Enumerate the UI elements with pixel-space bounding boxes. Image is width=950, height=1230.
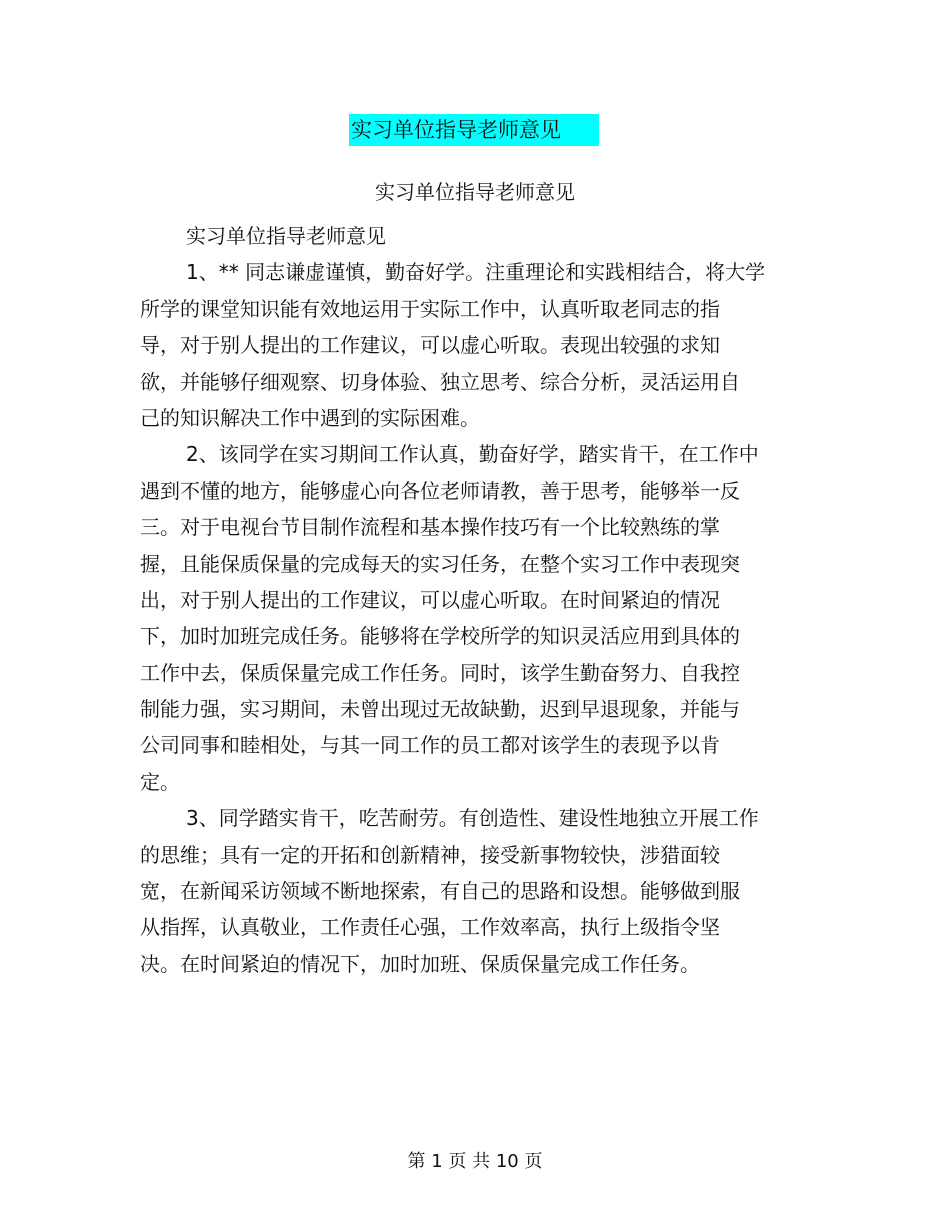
- document-body: [140, 218, 780, 982]
- section-heading: 实习单位指导老师意见: [186, 224, 386, 248]
- paragraph-2: [140, 436, 780, 800]
- page-footer: 第 1 页 共 10 页: [407, 1151, 543, 1172]
- paragraph-line: 工作中去，保质保量完成工作任务。同时，该学生勤奋努力、自我控: [140, 660, 740, 685]
- paragraph-line: 决。在时间紧迫的情况下，加时加班、保质保量完成工作任务。: [140, 951, 700, 976]
- paragraph-line: 欲，并能够仔细观察、切身体验、独立思考、综合分析，灵活运用自: [140, 369, 740, 394]
- paragraph-line: 制能力强，实习期间，未曾出现过无故缺勤，迟到早退现象，并能与: [140, 697, 740, 722]
- paragraph-line: 出，对于别人提出的工作建议，可以虚心听取。在时间紧迫的情况: [140, 587, 720, 612]
- paragraph-line: 的思维；具有一定的开拓和创新精神，接受新事物较快，涉猎面较: [140, 842, 720, 867]
- document-subtitle: 实习单位指导老师意见: [375, 180, 575, 204]
- paragraph-line: 宽，在新闻采访领域不断地探索，有自己的思路和设想。能够做到服: [140, 879, 740, 904]
- paragraph-line: 3、同学踏实肯干，吃苦耐劳。有创造性、建设性地独立开展工作: [186, 806, 759, 831]
- paragraph-line: 己的知识解决工作中遇到的实际困难。: [140, 405, 480, 430]
- paragraph-line: 握，且能保质保量的完成每天的实习任务，在整个实习工作中表现突: [140, 551, 740, 576]
- paragraph-line: 定。: [140, 769, 180, 794]
- paragraph-line: 下，加时加班完成任务。能够将在学校所学的知识灵活应用到具体的: [140, 624, 740, 649]
- paragraph-line: 1、** 同志谦虚谨慎，勤奋好学。注重理论和实践相结合，将大学: [186, 260, 766, 285]
- paragraph-line: 公司同事和睦相处，与其一同工作的员工都对该学生的表现予以肯: [140, 733, 720, 758]
- paragraph-1: [140, 254, 780, 436]
- paragraph-3: [140, 800, 780, 982]
- paragraph-line: 导，对于别人提出的工作建议，可以虚心听取。表现出较强的求知: [140, 333, 720, 358]
- paragraph-line: 从指挥，认真敬业，工作责任心强，工作效率高，执行上级指令坚: [140, 915, 720, 940]
- document-title-banner: 实习单位指导老师意见: [349, 114, 599, 146]
- paragraph-line: 2、该同学在实习期间工作认真，勤奋好学，踏实肯干，在工作中: [186, 442, 759, 467]
- paragraph-line: 所学的课堂知识能有效地运用于实际工作中，认真听取老同志的指: [140, 296, 720, 321]
- paragraph-line: 遇到不懂的地方，能够虚心向各位老师请教，善于思考，能够举一反: [140, 478, 740, 503]
- paragraph-line: 三。对于电视台节目制作流程和基本操作技巧有一个比较熟练的掌: [140, 515, 720, 540]
